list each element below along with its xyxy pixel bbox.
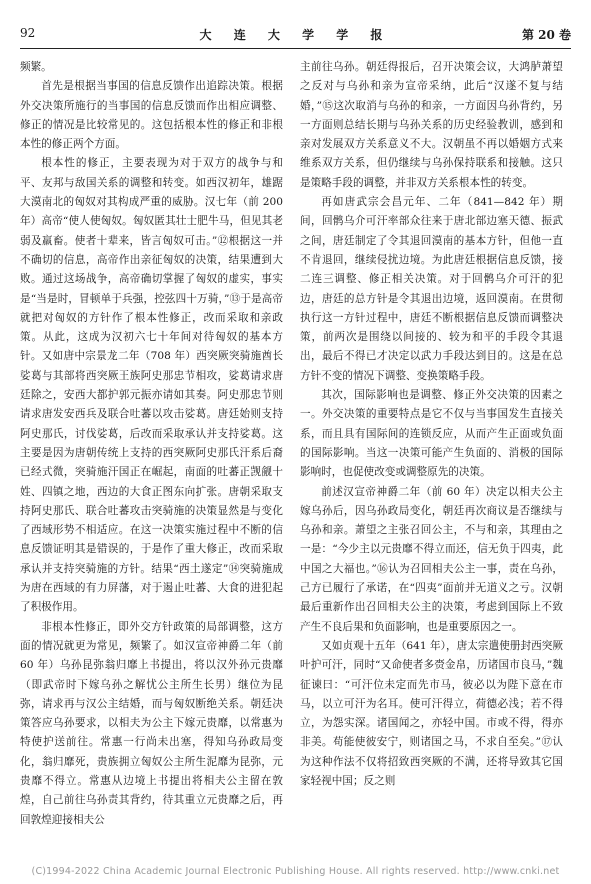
paragraph: 非根本性修正，即外交方针政策的局部调整，这方面的情况就更为常见，频繁了。如汉宣帝神爵二年（前 60 年）乌孙昆弥翁归靡上书提出，将以汉外孙元贵靡（即武帝时下嫁乌孙之解忧公主所生长男）继位为昆弥，请求再与汉公主结婚，而与匈奴断绝关系。朝廷决策答应乌孙要求，以相夫为公主下嫁元贵靡，以常惠为特使护送前往。常惠一行尚未出塞，得知乌孙政局变化，翁归靡死，贵族拥立匈奴公主所生泥靡为昆弥，元贵靡不得立。常惠从边境上书提出将相夫公主留在敦煌，自己前往乌孙责其背约，待其重立元贵靡之后，再回敦煌迎接相夫公 [20,620,283,826]
continued-paragraph: 主前往乌孙。朝廷得报后，召开决策会议，大鸿胪萧望之反对与乌孙和亲为宣帝采纳，此后“汉遂不复与结婚，”⑮这次取消与乌孙的和亲，一方面因乌孙背约，另一方面则总结长期与乌孙关系的历史经验教训，感到和亲对发展双方关系意义不大。汉朝虽不再以婚姻方式来维系双方关系，但仍继续与乌孙保持联系和接触。这只是策略手段的调整，并非双方关系根本性的转变。 [300,61,563,189]
copyright-footer: (C)1994-2022 China Academic Journal Electronic Publishing House. All rights reserved. http://www.cnki.net [31,866,560,877]
paragraph: 首先是根据当事国的信息反馈作出追踪决策。根据外交决策所施行的当事国的信息反馈而作出相应调整、修正的情况是比较常见的。这包括根本性的修正和非根本性的修正两个方面。 [20,80,283,151]
paragraph: 再如唐武宗会昌元年、二年（841—842 年）期间，回鹘乌介可汗率部众往来于唐北部边塞天德、振武之间，唐廷制定了令其退回漠南的基本方针，但他一直不肯退回，继续侵扰边境。为此唐廷根据信息反馈，接二连三调整、修正相关决策。对于回鹘乌介可汗的犯边，唐廷的总方针是令其退出边境，返回漠南。在贯彻执行这一方针过程中，唐廷不断根据信息反馈而调整决策，前两次是围绕以间接的、较为和平的手段令其退出，最后不得已才决定以武力手段达到目的。这是在总方针不变的情况下调整、变换策略手段。 [300,196,563,382]
paragraph: 前述汉宣帝神爵二年（前 60 年）决定以相夫公主嫁乌孙后，因乌孙政局变化，朝廷再次商议是否继续与乌孙和亲。萧望之主张召回公主，不与和亲，其理由之一是：“今少主以元贵靡不得立而还，信无负于四夷，此中国之大福也。”⑯认为召回相夫公主一事，责在乌孙，己方已履行了承诺，在“四夷”面前并无道义之亏。汉朝最后重新作出召回相夫公主的决策，考虑到国际上不致产生不良后果和负面影响，也是重要原因之一。 [300,485,563,633]
paragraph: 其次，国际影响也是调整、修正外交决策的因素之一。外交决策的重要特点是它不仅与当事国发生直接关系，而且具有国际间的连锁反应，从而产生正面或负面的国际影响。当这一决策可能产生负面的、消极的国际影响时，也促使改变或调整原先的决策。 [300,389,563,479]
paragraph: 又如贞观十五年（641 年），唐太宗遣使册封西突厥叶护可汗，同时“又命使者多赍金帛，历诸国市良马，”魏征谏曰：“可汗位未定而先市马，彼必以为陛下意在市马，以立可汗为名耳。使可汗得立，荷德必浅；若不得立，为怨实深。诸国闻之，亦轻中国。市或不得，得亦非美。苟能使彼安宁，则诸国之马，不求自至矣。”⑰认为这种作法不仅将招致西突厥的不满，还将导致其它国家轻视中国；反之则 [300,639,563,787]
paragraph: 根本性的修正，主要表现为对于双方的战争与和平、友邦与敌国关系的调整和转变。如西汉初年，雄踞大漠南北的匈奴对其构成严重的威胁。汉七年（前 200 年）高帝“使人使匈奴。匈奴匿其壮士肥牛马，但见其老弱及羸畜。使者十辈来，皆言匈奴可击。”⑫根据这一并不确切的信息，高帝作出亲征匈奴的决策，结果遭到大败。通过这场战争，高帝确切掌握了匈奴的虚实，事实是“当是时，冒顿单于兵强，控弦四十万骑，”⑬于是高帝就把对匈奴的方针作了根本性修正，改而采取和亲政策。从此，这成为汉初六七十年间对待匈奴的基本方针。又如唐中宗景龙二年（708 年）西突厥突骑施酋长娑葛与其部将西突厥王族阿史那忠节相攻，娑葛请求唐廷除之，安西大都护郭元振亦请如其奏。阿史那忠节则请求唐发安西兵及联合吐蕃以攻击娑葛。唐廷始则支持阿史那氏，讨伐娑葛，后改而采取承认并支持娑葛。这主要是因为唐朝传统上支持的西突厥阿史那氏汗系后裔已经式微，突骑施汗国正在崛起，南面的吐蕃正觊觎十姓、四镇之地，西边的大食正图东向扩张。唐朝采取支持阿史那氏、联合吐蕃攻击突骑施的决策显然是与变化了西域形势不相适应。在这一决策实施过程中不断的信息反馈证明其是错误的，于是作了重大修正，改而采取承认并支持突骑施的方针。结果“西土遂定”⑭突骑施成为唐在西域的有力屏藩，对于遏止吐蕃、大食的进犯起了积极作用。 [20,157,283,614]
journal-title: 大 连 大 学 学 报 [199,28,392,42]
running-header [20,26,571,46]
left-column [20,58,283,830]
continued-paragraph: 频繁。 [20,61,52,73]
volume-label: 第 20 卷 [521,28,571,42]
right-column [300,58,563,791]
header-rule [20,48,571,49]
page-number: 92 [20,26,36,40]
